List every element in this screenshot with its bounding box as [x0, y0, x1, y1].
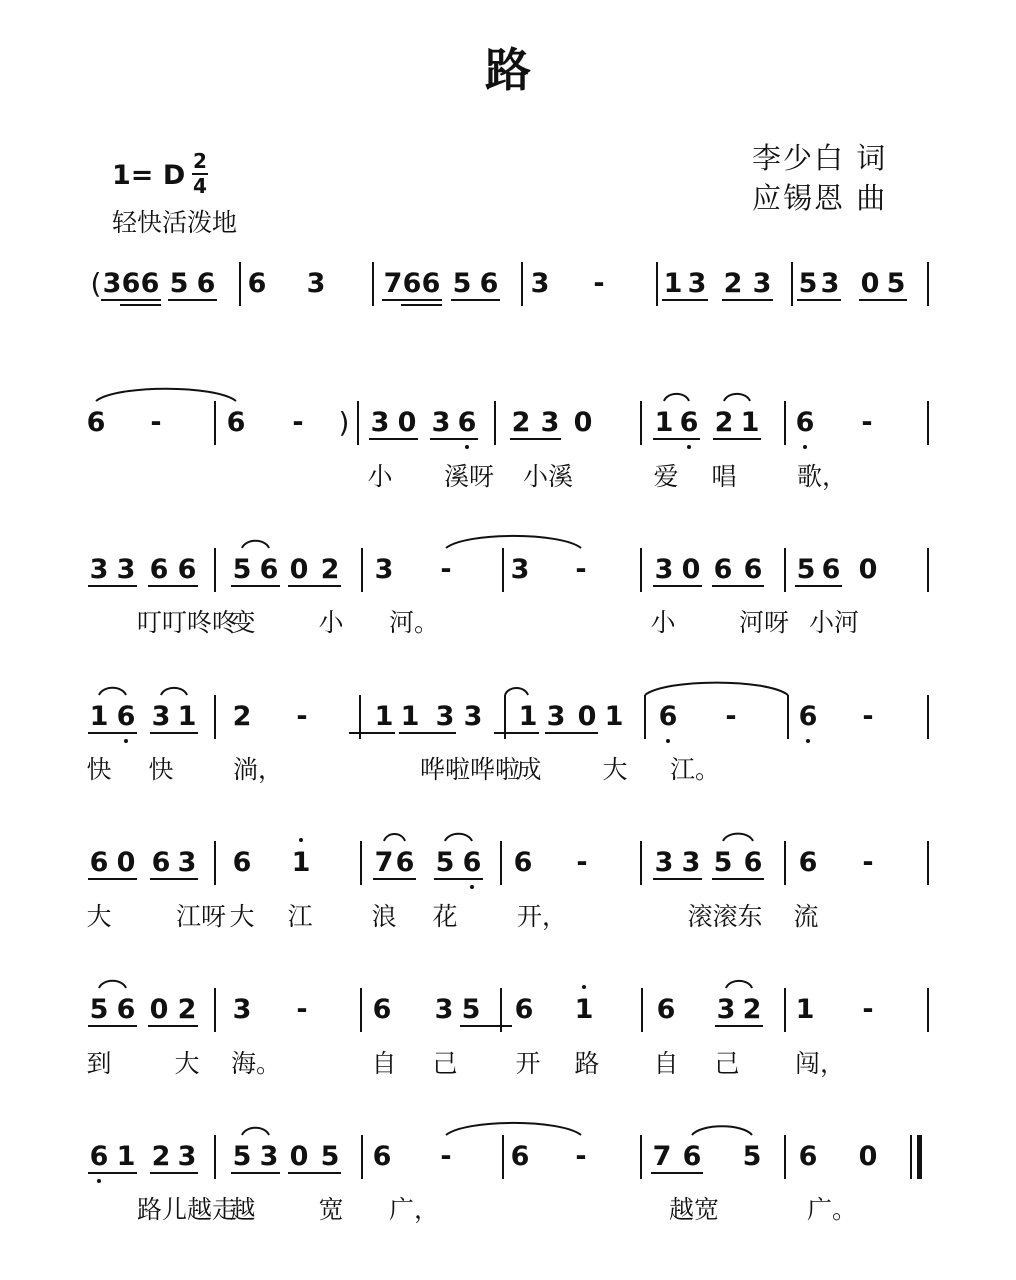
note: 7: [383, 268, 403, 299]
note: 0: [149, 994, 169, 1025]
lyric: 江。: [669, 755, 720, 784]
note: 6: [116, 994, 136, 1025]
note: 1: [740, 407, 760, 438]
lyric: 花: [432, 902, 458, 931]
lyric: 广，: [388, 1195, 439, 1224]
note: 1: [291, 847, 311, 878]
note: 3: [89, 554, 109, 585]
tempo-marking: 轻快活泼地: [112, 208, 238, 237]
beam-underline: [451, 299, 500, 301]
note: 6: [395, 847, 415, 878]
lyric: 河呀: [738, 608, 789, 637]
note: 5: [461, 994, 481, 1025]
barline: [361, 1135, 363, 1179]
note: 0: [289, 554, 309, 585]
dash-extension: -: [150, 407, 162, 438]
note: 7: [652, 1141, 672, 1172]
note: 1: [654, 407, 674, 438]
barline: [784, 548, 786, 592]
barline: [927, 401, 929, 445]
barline: [927, 988, 929, 1032]
note: 6: [798, 701, 818, 732]
note: 6: [149, 554, 169, 585]
barline: [372, 262, 374, 306]
note: 3: [687, 268, 707, 299]
lyric: 宽: [318, 1195, 344, 1224]
note: 3: [177, 1141, 197, 1172]
lyric: 成: [516, 755, 542, 784]
slur-arc: [724, 394, 750, 401]
beam-underline: [653, 585, 702, 587]
note: 5: [320, 1141, 340, 1172]
barline: [640, 841, 642, 885]
lyricist-credit: 李少白 词: [752, 141, 888, 175]
note: 5: [452, 268, 472, 299]
final-barline-thin: [910, 1135, 912, 1179]
note: 2: [151, 1141, 171, 1172]
lyric: 快: [86, 755, 112, 784]
note: 3: [370, 407, 390, 438]
lyric: 越宽: [668, 1195, 719, 1224]
beam-underline: [88, 585, 137, 587]
note: 6: [89, 1141, 109, 1172]
note: 3: [540, 407, 560, 438]
dash-extension: -: [725, 701, 737, 732]
note: 6: [247, 268, 267, 299]
lyric: 小: [367, 462, 393, 491]
note: 3: [116, 554, 136, 585]
barline: [927, 548, 929, 592]
lyric: 小溪: [522, 462, 573, 491]
slur-arc: [161, 688, 187, 695]
slur-arc: [96, 389, 236, 401]
barline: [214, 695, 216, 739]
octave-dot: [299, 838, 303, 842]
song-title: 路: [485, 43, 531, 97]
barline: [644, 695, 646, 739]
note: 7: [374, 847, 394, 878]
dash-extension: -: [593, 268, 605, 299]
note: 6: [232, 847, 252, 878]
time-signature-top: 2: [193, 149, 207, 173]
lyric: 路: [574, 1049, 600, 1078]
beam-underline: [382, 299, 442, 301]
beam-underline: [150, 1172, 198, 1174]
note: 1: [795, 994, 815, 1025]
note: 6: [86, 407, 106, 438]
note: 6: [798, 1141, 818, 1172]
beam-underline: [148, 585, 198, 587]
dash-extension: -: [575, 1141, 587, 1172]
dash-extension: -: [861, 407, 873, 438]
octave-dot: [803, 445, 807, 449]
barline: [502, 548, 504, 592]
barline: [791, 262, 793, 306]
note: 3: [463, 701, 483, 732]
barline: [357, 401, 359, 445]
note: 5: [169, 268, 189, 299]
lyric: 大: [174, 1049, 200, 1078]
note: 5: [435, 847, 455, 878]
note: 5: [742, 1141, 762, 1172]
beam-underline: [150, 878, 198, 880]
barline: [360, 841, 362, 885]
lyric: 小河: [808, 608, 859, 637]
barline: [360, 988, 362, 1032]
note: 6: [713, 554, 733, 585]
lyric: 闯，: [794, 1049, 845, 1078]
dash-extension: -: [575, 554, 587, 585]
note: 1: [374, 701, 394, 732]
lyric: 滚滚东: [687, 902, 763, 931]
note: 6: [226, 407, 246, 438]
barline: [640, 1135, 642, 1179]
lyric: 快: [148, 755, 174, 784]
slur-arc: [645, 683, 788, 695]
slur-arc: [242, 541, 269, 548]
lyric: 小: [318, 608, 344, 637]
note: 3: [259, 1141, 279, 1172]
dash-extension: -: [440, 554, 452, 585]
note: 3: [232, 994, 252, 1025]
beam-underline: [349, 732, 395, 734]
lyric: 越: [230, 1195, 256, 1224]
note: 3: [510, 554, 530, 585]
note: 6: [821, 554, 841, 585]
note: 2: [742, 994, 762, 1025]
octave-dot: [124, 739, 128, 743]
beam-underline: [168, 299, 217, 301]
note: 3: [431, 407, 451, 438]
slur-arc: [692, 1126, 752, 1135]
barline: [214, 841, 216, 885]
composer-credit: 应锡恩 曲: [752, 181, 888, 215]
beam-underline: [88, 1172, 137, 1174]
note: 2: [723, 268, 743, 299]
barline: [784, 988, 786, 1032]
lyric: 浪: [371, 902, 397, 931]
note: 2: [511, 407, 531, 438]
note: 3: [752, 268, 772, 299]
note: 2: [232, 701, 252, 732]
barline: [784, 841, 786, 885]
note: 3: [177, 847, 197, 878]
note: 0: [397, 407, 417, 438]
repeat-parenthesis: (: [90, 267, 102, 300]
note: 0: [573, 407, 593, 438]
lyric: 广。: [806, 1195, 857, 1224]
note: 0: [858, 554, 878, 585]
lyric: 唱: [711, 462, 737, 491]
beam-underline: [859, 299, 907, 301]
slur-arc: [505, 688, 528, 695]
dash-extension: -: [862, 701, 874, 732]
barline: [494, 401, 496, 445]
beam-underline: [715, 1025, 763, 1027]
note: 6: [421, 268, 441, 299]
slur-arc: [99, 981, 126, 988]
beam-underline: [88, 1025, 137, 1027]
note: 6: [513, 847, 533, 878]
note: 6: [372, 1141, 392, 1172]
note: 2: [320, 554, 340, 585]
slur-arc: [723, 834, 753, 841]
note: 6: [798, 847, 818, 878]
note: 1: [89, 701, 109, 732]
beam-underline: [712, 878, 764, 880]
beam-underline: [510, 438, 561, 440]
note: 2: [177, 994, 197, 1025]
lyric: 己: [714, 1049, 740, 1078]
note: 6: [658, 701, 678, 732]
lyric: 路儿越走: [136, 1195, 237, 1224]
beam-underline: [88, 878, 137, 880]
lyric: 大: [602, 755, 628, 784]
barline: [239, 262, 241, 306]
note: 6: [177, 554, 197, 585]
note: 6: [116, 701, 136, 732]
lyric: 淌，: [232, 755, 283, 784]
slur-arc: [445, 834, 472, 841]
beam-underline: [231, 585, 280, 587]
lyric: 到: [86, 1049, 112, 1078]
note: 3: [374, 554, 394, 585]
lyric: 变: [230, 608, 256, 637]
barline: [214, 548, 216, 592]
beam-underline: [434, 878, 483, 880]
beam-underline: [722, 299, 773, 301]
note: 1: [177, 701, 197, 732]
note: 3: [681, 847, 701, 878]
barline: [640, 548, 642, 592]
octave-dot: [582, 985, 586, 989]
barline: [641, 988, 643, 1032]
lyric: 歌，: [796, 462, 847, 491]
beam-underline: [430, 438, 478, 440]
barline: [214, 401, 216, 445]
barline: [784, 1135, 786, 1179]
note: 5: [796, 554, 816, 585]
barline: [640, 401, 642, 445]
note: 6: [510, 1141, 530, 1172]
note: 3: [820, 268, 840, 299]
note: 6: [679, 407, 699, 438]
slur-arc: [99, 688, 126, 695]
lyric: 爱: [653, 462, 679, 491]
note: 5: [232, 1141, 252, 1172]
beam-underline: [651, 1172, 703, 1174]
note: 6: [402, 268, 422, 299]
note: 0: [289, 1141, 309, 1172]
time-signature-bottom: 4: [193, 174, 207, 198]
note: 6: [656, 994, 676, 1025]
barline: [214, 1135, 216, 1179]
beam-underline: [494, 732, 539, 734]
lyric: 自: [653, 1049, 679, 1078]
slur-arc: [726, 981, 752, 988]
beam-underline: [797, 299, 841, 301]
beam-underline: [373, 878, 416, 880]
slur-arc: [242, 1128, 269, 1135]
note: 2: [714, 407, 734, 438]
dash-extension: -: [862, 847, 874, 878]
lyric: 哗啦哗啦: [419, 755, 520, 784]
lyric: 江: [287, 902, 313, 931]
beam-underline: [101, 299, 161, 301]
barline: [521, 262, 523, 306]
note: 1: [116, 1141, 136, 1172]
octave-dot: [97, 1179, 101, 1183]
slur-arc: [446, 1123, 581, 1135]
note: 6: [140, 268, 160, 299]
beam-underline: [795, 585, 842, 587]
barline: [927, 695, 929, 739]
barline: [656, 262, 658, 306]
note: 3: [654, 554, 674, 585]
note: 5: [798, 268, 818, 299]
note: 6: [151, 847, 171, 878]
slur-arc: [384, 834, 405, 841]
note: 1: [518, 701, 538, 732]
barline: [787, 695, 789, 739]
beam-underline: [148, 1025, 198, 1027]
note: 5: [232, 554, 252, 585]
dash-extension: -: [296, 994, 308, 1025]
note: 1: [663, 268, 683, 299]
dash-extension: -: [440, 1141, 452, 1172]
note: 6: [795, 407, 815, 438]
note: 3: [654, 847, 674, 878]
barline: [927, 262, 929, 306]
note: 3: [151, 701, 171, 732]
key-tonic-numeral: 1: [112, 160, 131, 191]
key-name: = D: [130, 160, 186, 191]
beam-underline: [460, 1025, 512, 1027]
note: 0: [116, 847, 136, 878]
note: 3: [716, 994, 736, 1025]
barline: [502, 1135, 504, 1179]
lyric: 小: [650, 608, 676, 637]
octave-dot: [465, 445, 469, 449]
beam-underline: [150, 732, 198, 734]
lyric: 江呀: [175, 902, 226, 931]
note: 3: [435, 701, 455, 732]
note: 6: [89, 847, 109, 878]
slur-arc: [446, 536, 581, 548]
note: 0: [860, 268, 880, 299]
note: 6: [121, 268, 141, 299]
octave-dot: [806, 739, 810, 743]
note: 5: [886, 268, 906, 299]
slur-arc: [664, 394, 689, 401]
barline: [214, 988, 216, 1032]
dash-extension: -: [576, 847, 588, 878]
note: 0: [577, 701, 597, 732]
note: 1: [574, 994, 594, 1025]
note: 6: [457, 407, 477, 438]
lyric: 自: [371, 1049, 397, 1078]
note: 5: [713, 847, 733, 878]
dash-extension: -: [296, 701, 308, 732]
beam-underline: [653, 438, 700, 440]
lyric: 叮叮咚咚: [136, 608, 237, 637]
lyric: 河。: [388, 608, 439, 637]
octave-dot: [470, 885, 474, 889]
dash-extension: -: [292, 407, 304, 438]
octave-dot: [666, 739, 670, 743]
barline: [927, 841, 929, 885]
note: 3: [530, 268, 550, 299]
note: 6: [479, 268, 499, 299]
lyric: 开，: [516, 902, 567, 931]
note: 1: [604, 701, 624, 732]
beam-underline: [712, 585, 764, 587]
beam-underline: [713, 438, 761, 440]
note: 3: [434, 994, 454, 1025]
note: 6: [682, 1141, 702, 1172]
lyric: 海。: [230, 1049, 281, 1078]
beam-underline: [369, 438, 418, 440]
note: 3: [306, 268, 326, 299]
beam-underline: [288, 1172, 341, 1174]
lyric: 大: [86, 902, 112, 931]
beam-underline: [288, 585, 341, 587]
lyric: 大: [229, 902, 255, 931]
beam-underline: [662, 299, 708, 301]
lyric: 流: [793, 902, 819, 931]
note: 6: [196, 268, 216, 299]
final-barline: [917, 1135, 922, 1179]
dash-extension: -: [862, 994, 874, 1025]
beam-underline: [653, 878, 702, 880]
barline: [784, 401, 786, 445]
note: 6: [743, 554, 763, 585]
lyric: 开: [515, 1049, 541, 1078]
repeat-parenthesis: ): [338, 406, 350, 439]
beam-underline: [401, 304, 442, 306]
beam-underline: [88, 732, 137, 734]
beam-underline: [231, 1172, 280, 1174]
note: 6: [372, 994, 392, 1025]
note: 5: [89, 994, 109, 1025]
lyric: 己: [432, 1049, 458, 1078]
note: 1: [400, 701, 420, 732]
note: 3: [546, 701, 566, 732]
barline: [361, 548, 363, 592]
beam-underline: [545, 732, 598, 734]
beam-underline: [120, 304, 161, 306]
note: 3: [102, 268, 122, 299]
note: 6: [743, 847, 763, 878]
note: 0: [681, 554, 701, 585]
note: 6: [259, 554, 279, 585]
octave-dot: [687, 445, 691, 449]
note: 6: [462, 847, 482, 878]
lyric: 溪呀: [443, 462, 494, 491]
beam-underline: [399, 732, 456, 734]
barline: [500, 841, 502, 885]
note: 0: [858, 1141, 878, 1172]
note: 6: [514, 994, 534, 1025]
